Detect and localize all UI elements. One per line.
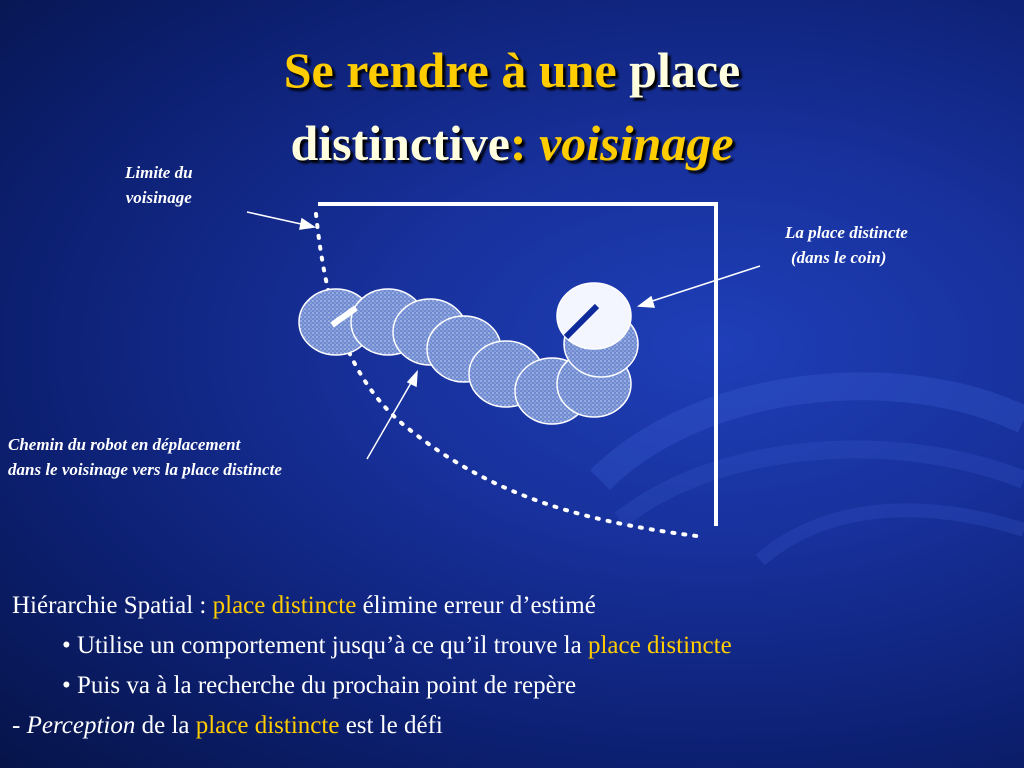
bullet-hierarchie: [12, 586, 596, 626]
bullet-perception: [12, 706, 443, 746]
label-limite-line2: voisinage: [125, 188, 192, 207]
title-part4: voisinage: [539, 115, 734, 171]
arrow-chemin: [367, 376, 415, 459]
arrow-place: [643, 266, 760, 304]
label-place-line2: (dans le coin): [791, 248, 887, 267]
bullet1-text: Hiérarchie Spatial :: [12, 592, 207, 619]
arrow-limite-head: [300, 219, 314, 229]
distinctive-place-circle: [557, 283, 631, 349]
title-colon: :: [509, 115, 527, 171]
bullet2-text: • Utilise un comportement jusqu’à ce qu’il trouve la: [62, 632, 582, 659]
label-place-line1: La place distincte: [785, 223, 908, 242]
label-chemin-line2: dans le voisinage vers la place distincte: [8, 460, 282, 479]
bullet3-text: • Puis va à la recherche du prochain point de repère: [62, 672, 577, 699]
label-chemin-line1: Chemin du robot en déplacement: [8, 435, 241, 454]
label-limite-line1: Limite du: [125, 163, 193, 182]
label-chemin: [8, 432, 282, 482]
bullet1-rest: élimine erreur d’estimé: [362, 592, 596, 619]
arrow-place-head: [639, 297, 654, 307]
label-place: [785, 220, 908, 270]
bullet2-highlight: place distincte: [587, 632, 732, 659]
bullet4-italic: Perception: [26, 712, 136, 739]
title-part2: place: [629, 42, 741, 98]
bullet4-dash: -: [12, 712, 21, 739]
bullet4-highlight: place distincte: [195, 712, 340, 739]
bullet4-mid: de la: [141, 712, 190, 739]
title-part3: distinctive: [290, 115, 510, 171]
arrow-chemin-head: [408, 372, 417, 386]
bullet-puis: [62, 666, 576, 706]
bullet-utilise: [62, 626, 732, 666]
label-limite: [125, 160, 193, 210]
title-part1: Se rendre à une: [283, 42, 617, 98]
bullet4-rest: est le défi: [345, 712, 443, 739]
bullet1-highlight: place distincte: [212, 592, 357, 619]
